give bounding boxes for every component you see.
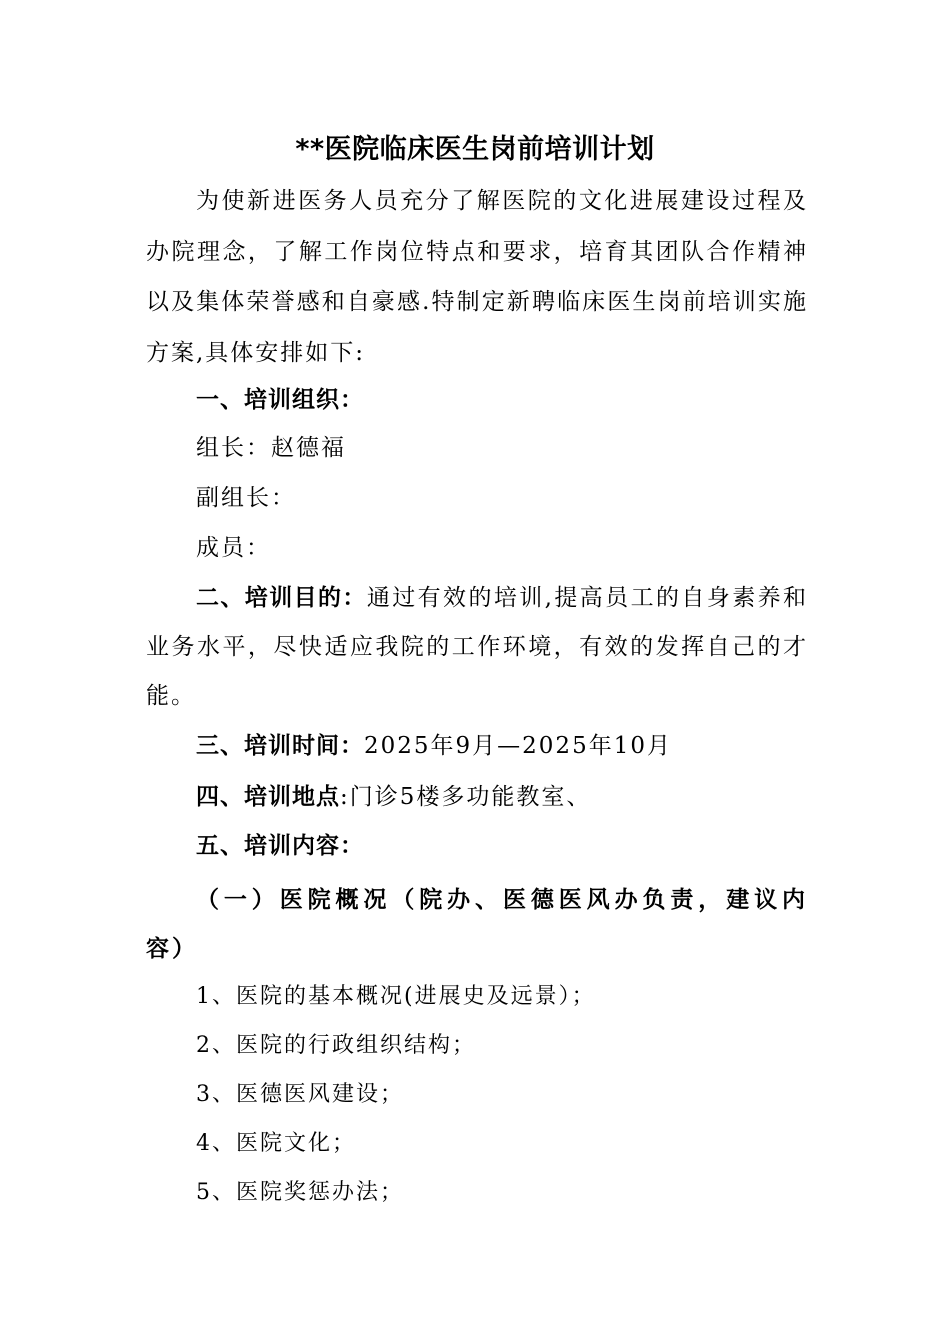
deputy-leader-line: 副组长： [196,485,296,511]
content-subheading: （一）医院概况（院办、医德医风办负责，建议内容） [146,887,808,962]
time-text: 2025年9月—2025年10月 [364,733,672,759]
section-location-line [196,777,591,817]
purpose-text: 通过有效的培训,提高员工的自身素养和业务水平，尽快适应我院的工作环境，有效的发挥自己的才能。 [146,585,809,709]
list-item: 1、医院的基本概况(进展史及远景）； [196,984,596,1009]
section-time-line [196,726,672,766]
section-heading-time: 三、培训时间： [196,733,364,759]
section-heading-location: 四、培训地点 [196,784,340,810]
list-item: 2、医院的行政组织结构； [196,1033,476,1058]
group-leader-line: 组长：赵德福 [196,435,346,461]
list-item: 3、医德医风建设； [196,1082,404,1107]
document-title: **医院临床医生岗前培训计划 [295,134,655,165]
section-heading-content: 五、培训内容： [196,833,364,859]
list-item: 4、医院文化； [196,1131,356,1156]
section-heading-purpose: 二、培训目的： [196,585,367,611]
intro-paragraph: 为使新进医务人员充分了解医院的文化进展建设过程及办院理念，了解工作岗位特点和要求，培育其团队合作精神以及集体荣誉感和自豪感.特制定新聘临床医生岗前培训实施方案,具体安排如下: [146,188,808,366]
members-line: 成员： [196,535,271,561]
list-item: 5、医院奖惩办法； [196,1180,404,1205]
section-purpose-paragraph [146,574,808,721]
location-text: :门诊5楼多功能教室、 [340,784,592,810]
section-heading-organization: 一、培训组织： [196,387,364,413]
